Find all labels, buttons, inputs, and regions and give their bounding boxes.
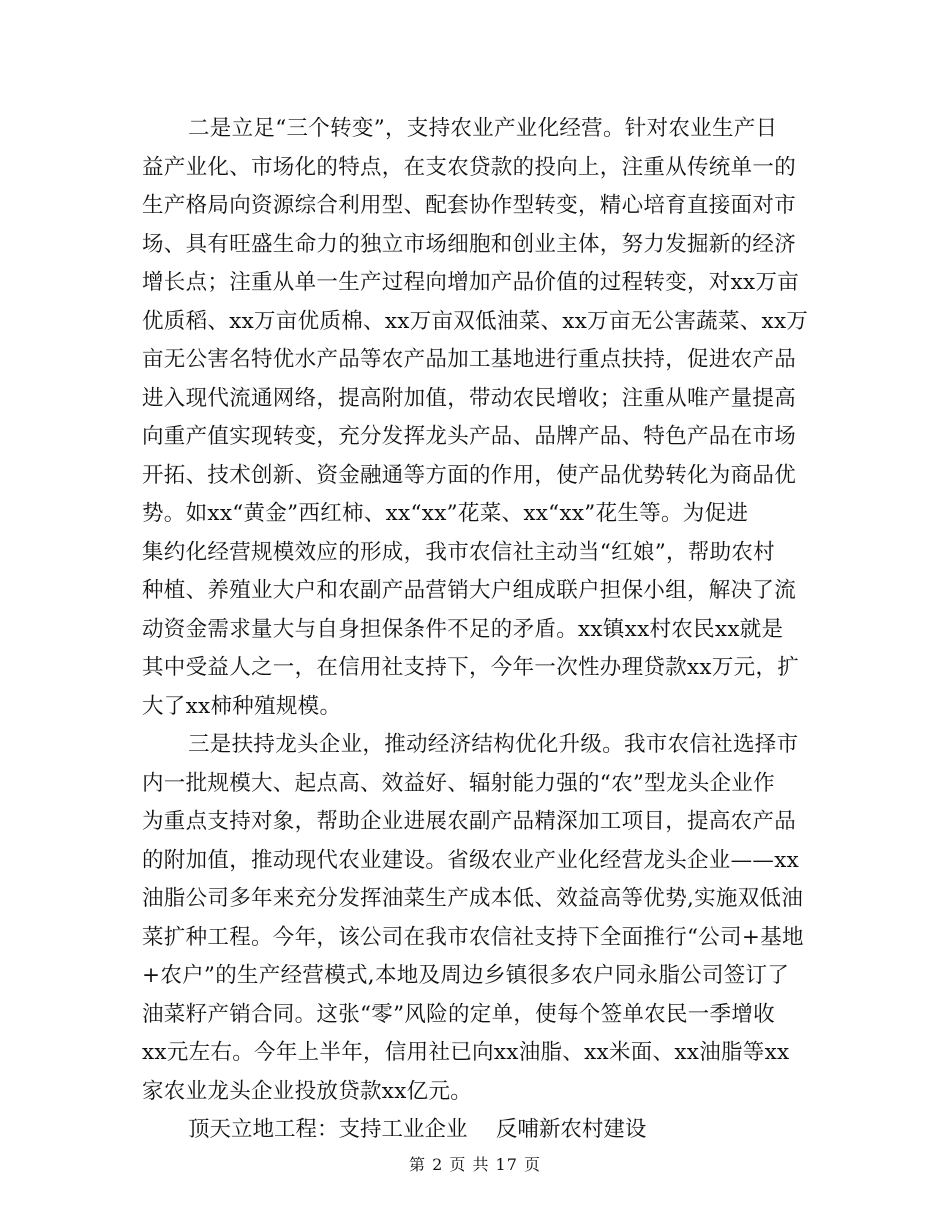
text-line: 优质稻、xx万亩优质棉、xx万亩双低油菜、xx万亩无公害蔬菜、xx万 xyxy=(142,308,808,334)
section-heading: 顶天立地工程：支持工业企业 反哺新农村建设 xyxy=(188,1117,647,1142)
text-line: 油脂公司多年来充分发挥油菜生产成本低、效益高等优势,实施双低油 xyxy=(142,886,804,911)
text-line: xx元左右。今年上半年，信用社已向xx油脂、xx米面、xx油脂等xx xyxy=(142,1040,790,1065)
text-line: 的附加值，推动现代农业建设。省级农业产业化经营龙头企业——xx xyxy=(142,847,800,873)
document-body xyxy=(142,110,808,1150)
text-line: 菜扩种工程。今年，该公司在我市农信社支持下全面推行“公司+基地 xyxy=(142,924,804,950)
paragraph-three xyxy=(142,726,808,1111)
text-line: +农户”的生产经营模式,本地及周边乡镇很多农户同永脂公司签订了 xyxy=(142,963,790,988)
text-line: 为重点支持对象，帮助企业进展农副产品精深加工项目，提高农产品 xyxy=(142,809,797,834)
text-line: 二是立足“三个转变”，支持农业产业化经营。针对农业生产日 xyxy=(188,116,778,141)
text-line: 油菜籽产销合同。这张“零”风险的定单，使每个签单农民一季增收 xyxy=(142,1001,775,1027)
text-line: 进入现代流通网络，提高附加值，带动农民增收；注重从唯产量提高 xyxy=(142,385,797,411)
text-line: 家农业龙头企业投放贷款xx亿元。 xyxy=(142,1078,473,1104)
text-line: 其中受益人之一，在信用社支持下，今年一次性办理贷款xx万元，扩 xyxy=(142,655,800,680)
text-line: 势。如xx“黄金”西红柿、xx“xx”花菜、xx“xx”花生等。为促进 xyxy=(142,501,749,526)
text-line: 亩无公害名特优水产品等农产品加工基地进行重点扶持，促进农产品 xyxy=(142,347,797,372)
text-line: 向重产值实现转变，充分发挥龙头产品、品牌产品、特色产品在市场 xyxy=(142,424,797,449)
paragraph-two xyxy=(142,110,808,726)
text-line: 集约化经营规模效应的形成，我市农信社主动当“红娘”，帮助农村 xyxy=(142,539,775,565)
text-line: 动资金需求量大与自身担保条件不足的矛盾。xx镇xx村农民xx就是 xyxy=(142,616,784,642)
text-line: 大了xx柿种殖规模。 xyxy=(142,693,342,719)
text-line: 种植、养殖业大户和农副产品营销大户组成联户担保小组，解决了流 xyxy=(142,578,797,603)
text-line: 内一批规模大、起点高、效益好、辐射能力强的“农”型龙头企业作 xyxy=(142,770,775,796)
text-line: 生产格局向资源综合利用型、配套协作型转变，精心培育直接面对市 xyxy=(142,193,797,218)
text-line: 益产业化、市场化的特点，在支农贷款的投向上，注重从传统单一的 xyxy=(142,154,797,180)
text-line: 增长点；注重从单一生产过程向增加产品价值的过程转变，对xx万亩 xyxy=(142,270,800,295)
text-line: 开拓、技术创新、资金融通等方面的作用，使产品优势转化为商品优 xyxy=(142,462,797,488)
page-number-footer: 第 2 页 共 17 页 xyxy=(409,1155,541,1174)
text-line: 场、具有旺盛生命力的独立市场细胞和创业主体，努力发掘新的经济 xyxy=(142,231,797,257)
text-line: 三是扶持龙头企业，推动经济结构优化升级。我市农信社选择市 xyxy=(188,732,799,757)
